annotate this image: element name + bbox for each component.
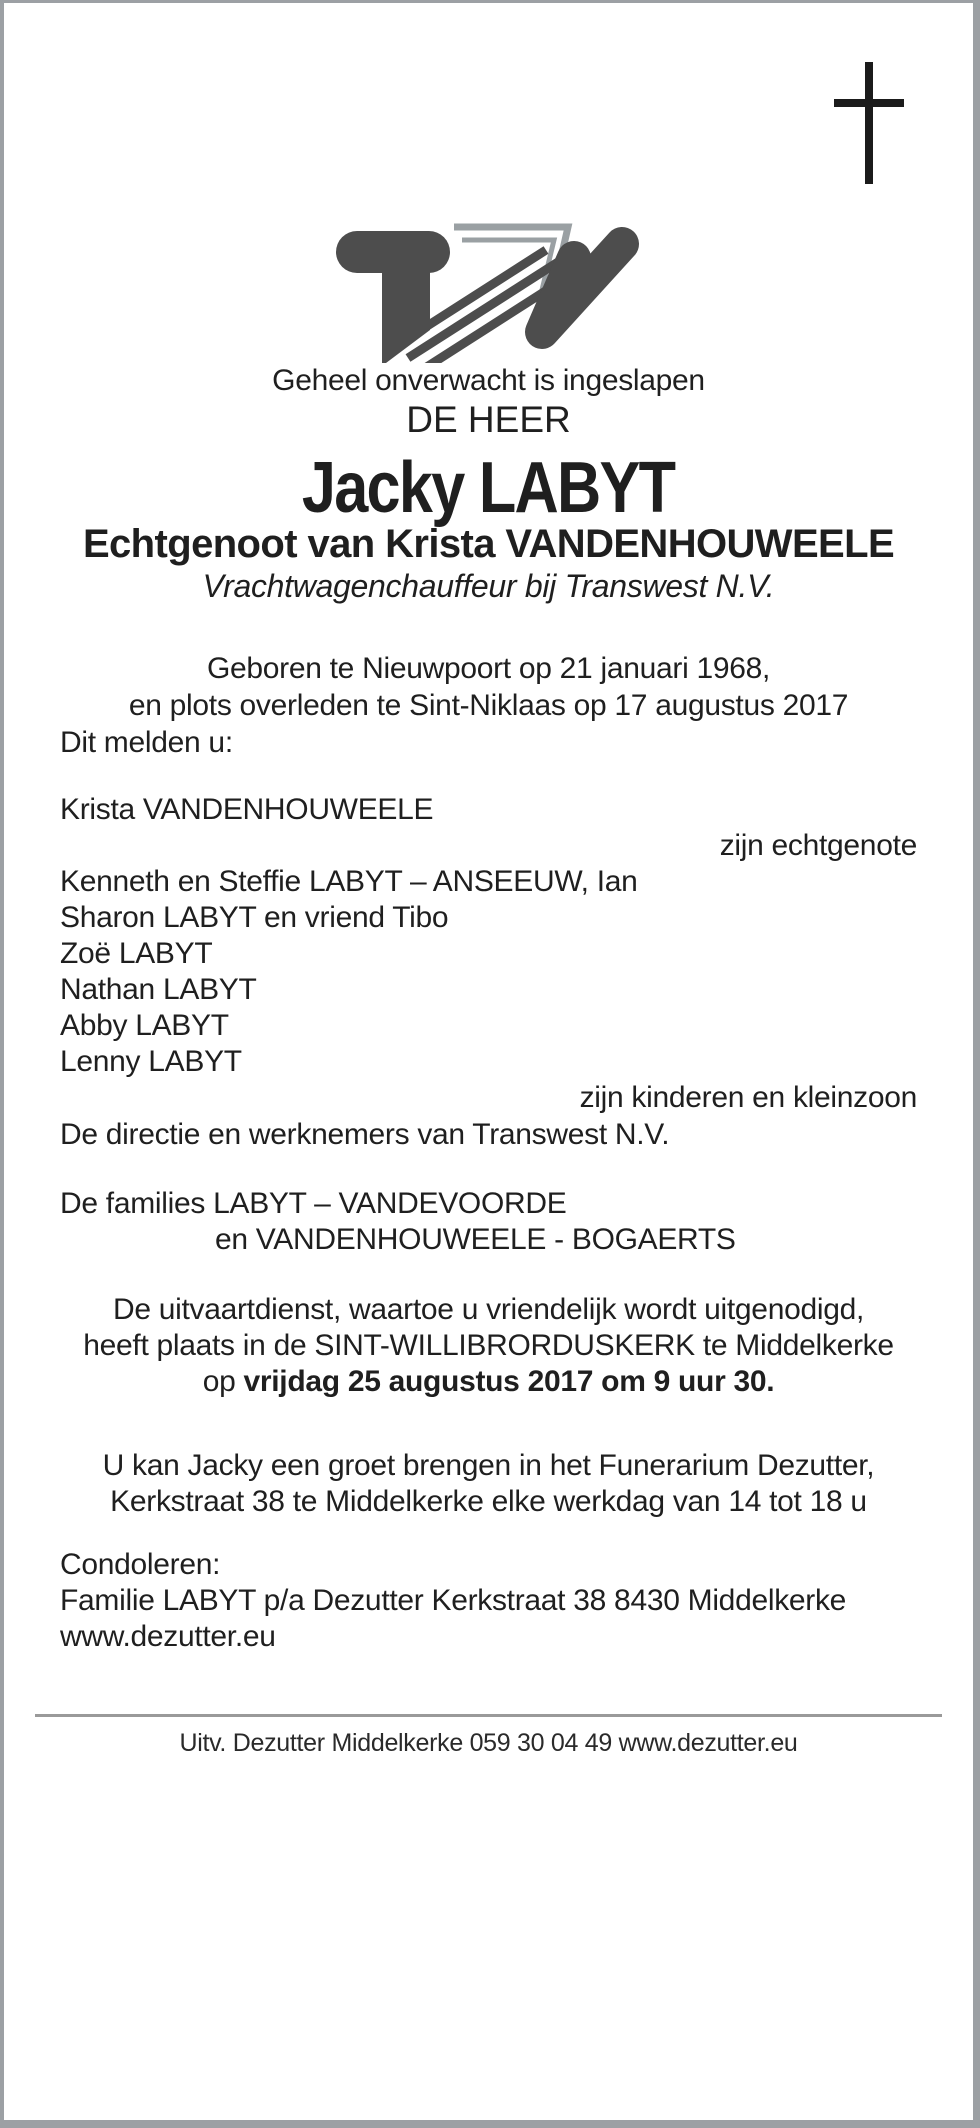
visitation-line-1: U kan Jacky een groet brengen in het Funerarium Dezutter, (102, 1449, 875, 1482)
service-date: vrijdag 25 augustus 2017 om 9 uur 30. (243, 1365, 775, 1398)
condolences-website: www.dezutter.eu (60, 1620, 276, 1653)
child-line: Nathan LABYT (60, 973, 257, 1006)
child-line: Sharon LABYT en vriend Tibo (60, 901, 449, 934)
deceased-name (60, 448, 917, 528)
deceased-name-text: Jacky LABYT (302, 448, 675, 528)
cross-icon (834, 62, 904, 184)
service-line-1: De uitvaartdienst, waartoe u vriendelijk wordt uitgenodigd, (112, 1293, 865, 1326)
service-line-2: heeft plaats in de SINT-WILLIBRORDUSKERK te Middelkerke (83, 1329, 894, 1362)
birth-death-block (60, 650, 917, 724)
relatives-block (60, 792, 917, 1116)
funeral-service-block (60, 1292, 917, 1400)
death-line: en plots overleden te Sint-Niklaas op 17 augustus 2017 (128, 689, 849, 722)
salutation-line: DE HEER (406, 399, 571, 440)
service-line-3 (60, 1364, 917, 1400)
child-line: Abby LABYT (60, 1009, 229, 1042)
intro-line: Geheel onverwacht is ingeslapen (272, 364, 705, 397)
condolences-address: Familie LABYT p/a Dezutter Kerkstraat 38 8430 Middelkerke (60, 1584, 847, 1617)
spouse-name: Krista VANDENHOUWEELE (60, 793, 434, 826)
condolences-block (60, 1547, 917, 1655)
spouse-role: zijn echtgenote (719, 829, 917, 862)
families-line-2: en VANDENHOUWEELE - BOGAERTS (215, 1223, 736, 1256)
families-block (60, 1186, 917, 1258)
children-role: zijn kinderen en kleinzoon (579, 1081, 917, 1114)
condolences-heading: Condoleren: (60, 1548, 221, 1581)
families-line-1: De families LABYT – VANDEVOORDE (60, 1187, 567, 1220)
relatives-heading: Dit melden u: (60, 726, 233, 759)
visitation-line-2: Kerkstraat 38 te Middelkerke elke werkdag van 14 tot 18 u (110, 1485, 867, 1518)
spouse-line: Echtgenoot van Krista VANDENHOUWEELE (82, 522, 895, 566)
transwest-logo (334, 218, 644, 363)
visitation-block (60, 1448, 917, 1520)
profession-line: Vrachtwagenchauffeur bij Transwest N.V. (202, 568, 775, 604)
service-date-prefix: op (202, 1365, 244, 1398)
child-line: Kenneth en Steffie LABYT – ANSEEUW, Ian (60, 865, 638, 898)
child-line: Lenny LABYT (60, 1045, 242, 1078)
footer-divider (35, 1714, 942, 1717)
company-line: De directie en werknemers van Transwest N.V. (60, 1118, 670, 1151)
child-line: Zoë LABYT (60, 937, 213, 970)
announcement-body (4, 363, 973, 1655)
birth-line: Geboren te Nieuwpoort op 21 januari 1968, (206, 652, 771, 685)
undertaker-footer: Uitv. Dezutter Middelkerke 059 30 04 49 www.dezutter.eu (179, 1729, 798, 1757)
